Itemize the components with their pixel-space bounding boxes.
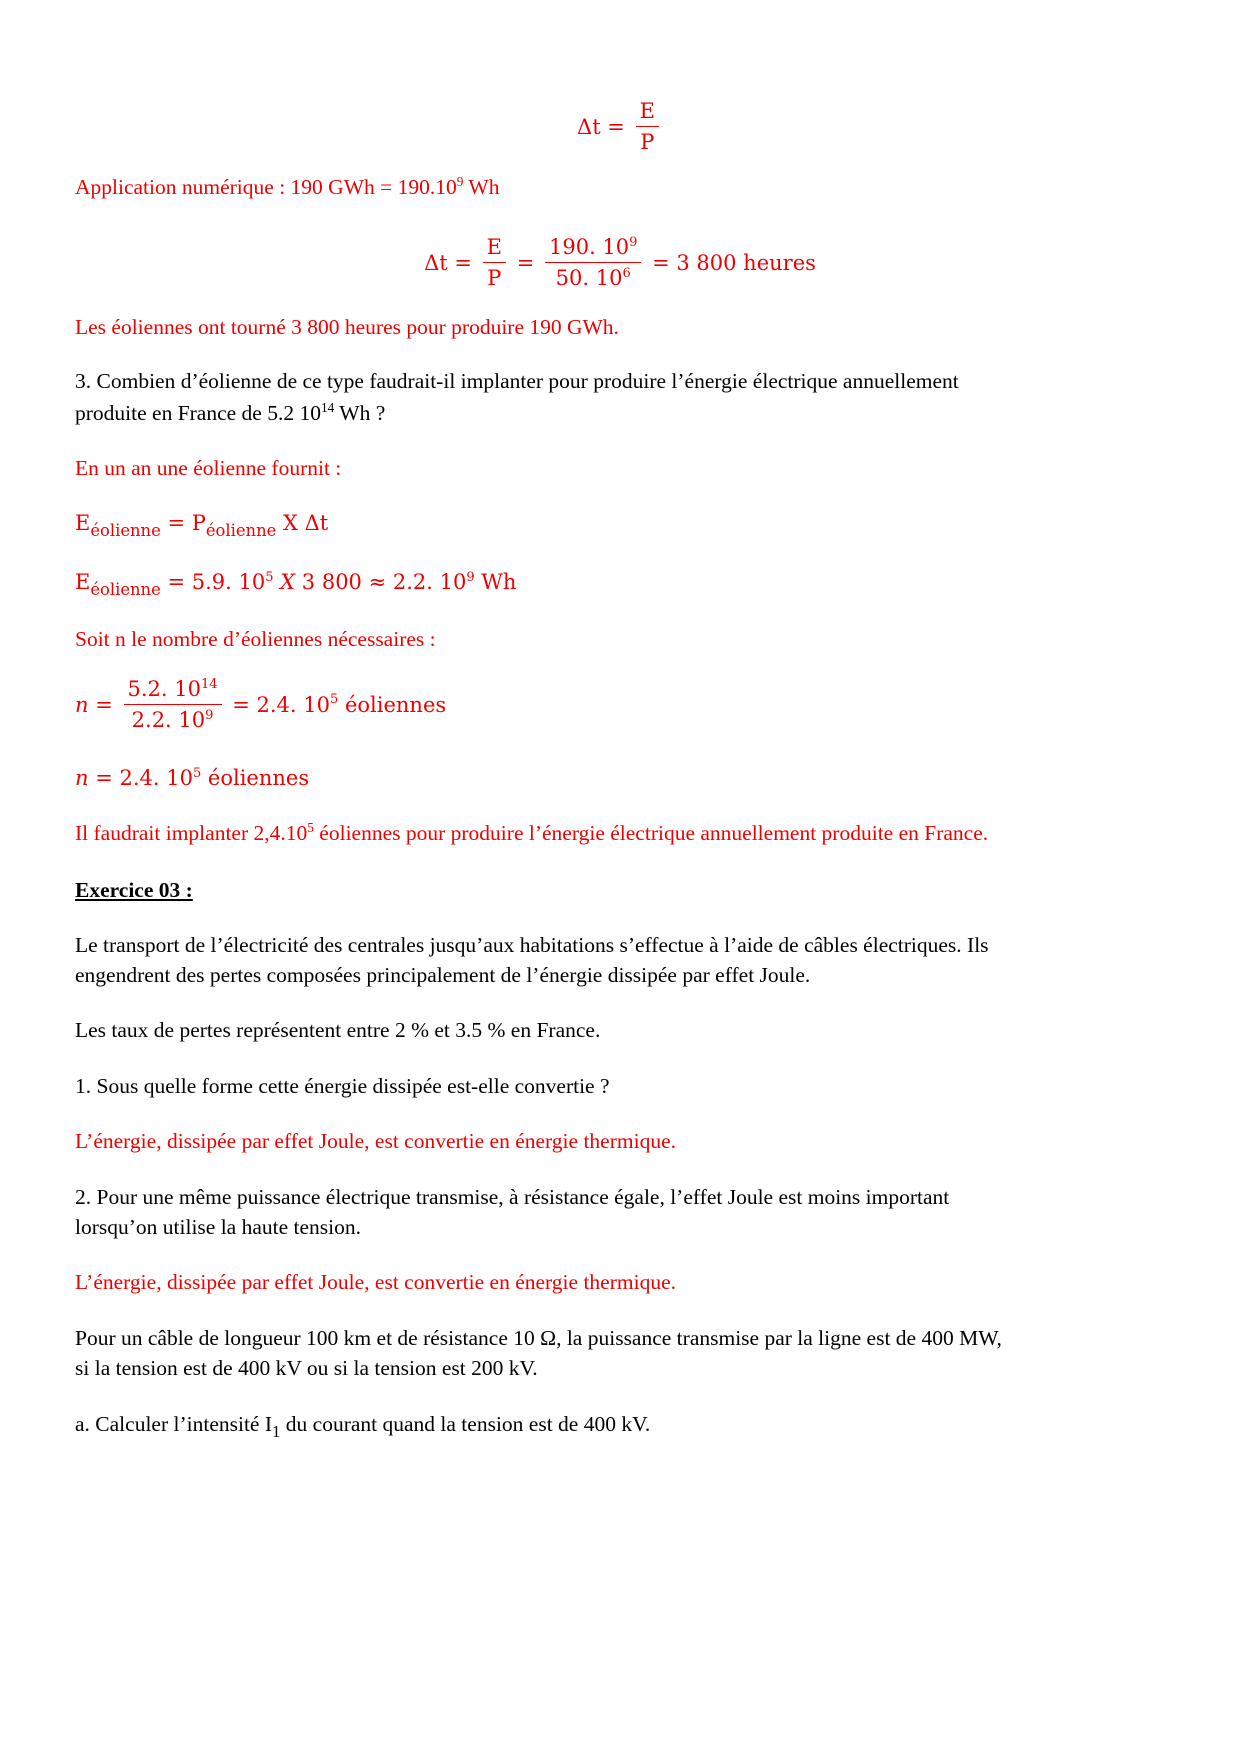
formula-dt — [0, 96, 1240, 157]
cable-line2: si la tension est de 400 kV ou si la tension est 200 kV. — [75, 1356, 538, 1380]
formula-dt-lhs: Δt = — [577, 114, 625, 139]
conclusion-n: Il faudrait implanter 2,4.10$^5$ éoliennes pour produire l’énergie électrique annuellement produite en France. — [75, 819, 989, 845]
question-a: a. Calculer l’intensité $I_1$ du courant quand la tension est de 400 kV. — [75, 1412, 651, 1442]
cable-line1: Pour un câble de longueur 100 km et de résistance 10 Ω, la puissance transmise par la ligne est de 400 MW, — [75, 1326, 1002, 1350]
answer-1: L’énergie, dissipée par effet Joule, est convertie en énergie thermique. — [75, 1129, 676, 1153]
equation-energy-2: $E_{éolienne} = 5.9$. $10^5$ X 3 800 ≈ 2.2. $10^9$ Wh — [75, 569, 517, 600]
losses-rate: Les taux de pertes représentent entre 2 % et 3.5 % en France. — [75, 1018, 601, 1042]
question-3-line1: 3. Combien d’éolienne de ce type faudrait-il implanter pour produire l’énergie électrique annuellement — [75, 369, 959, 393]
conclusion-hours: Les éoliennes ont tourné 3 800 heures pour produire 190 GWh. — [75, 315, 619, 339]
fraction-e-p: $\frac{E}{P}$ — [483, 232, 506, 293]
exercise-title: Exercice 03 : — [75, 878, 193, 902]
answer-2: L’énergie, dissipée par effet Joule, est convertie en énergie thermique. — [75, 1270, 676, 1294]
question-2-line2: lorsqu’on utilise la haute tension. — [75, 1215, 362, 1239]
formula-dt-fraction — [636, 96, 659, 157]
equation-energy-1: $E_{éolienne} = P_{éolienne}$ X Δt — [75, 511, 329, 541]
year-energy-intro: En un an une éolienne fournit : — [75, 456, 342, 480]
question-3-line2: produite en France de 5.2 $10^{14}$ Wh ? — [75, 399, 386, 425]
result-n: n = 2.4. $10^5$ éoliennes — [75, 765, 310, 790]
n-calculation: n = $\frac{5.2. 10^{14}}{2.2. 10^9}$ = 2.4. $10^5$ éoliennes — [75, 674, 1165, 735]
intro-line2: engendrent des pertes composées principalement de l’énergie dissipée par effet Joule. — [75, 963, 811, 987]
dt-calculation: Δt = $\frac{E}{P}$ = $\frac{190. 10^9}{50. 10^6}$ = 3 800 heures — [0, 232, 1240, 293]
fraction-n: $\frac{5.2. 10^{14}}{2.2. 10^9}$ — [124, 674, 222, 735]
application-numerique: Application numérique : 190 GWh = $190.10^9$ Wh — [75, 173, 500, 199]
intro-line1: Le transport de l’électricité des centrales jusqu’aux habitations s’effectue à l’aide de câbles électriques. Ils — [75, 933, 989, 957]
fraction-values: $\frac{190. 10^9}{50. 10^6}$ — [545, 232, 641, 293]
fraction-denominator: P — [640, 130, 655, 154]
question-2-line1: 2. Pour une même puissance électrique transmise, à résistance égale, l’effet Joule est moins important — [75, 1185, 950, 1209]
question-1: 1. Sous quelle forme cette énergie dissipée est-elle convertie ? — [75, 1074, 610, 1098]
soit-n: Soit n le nombre d’éoliennes nécessaires : — [75, 627, 436, 651]
fraction-numerator: E — [636, 96, 659, 127]
